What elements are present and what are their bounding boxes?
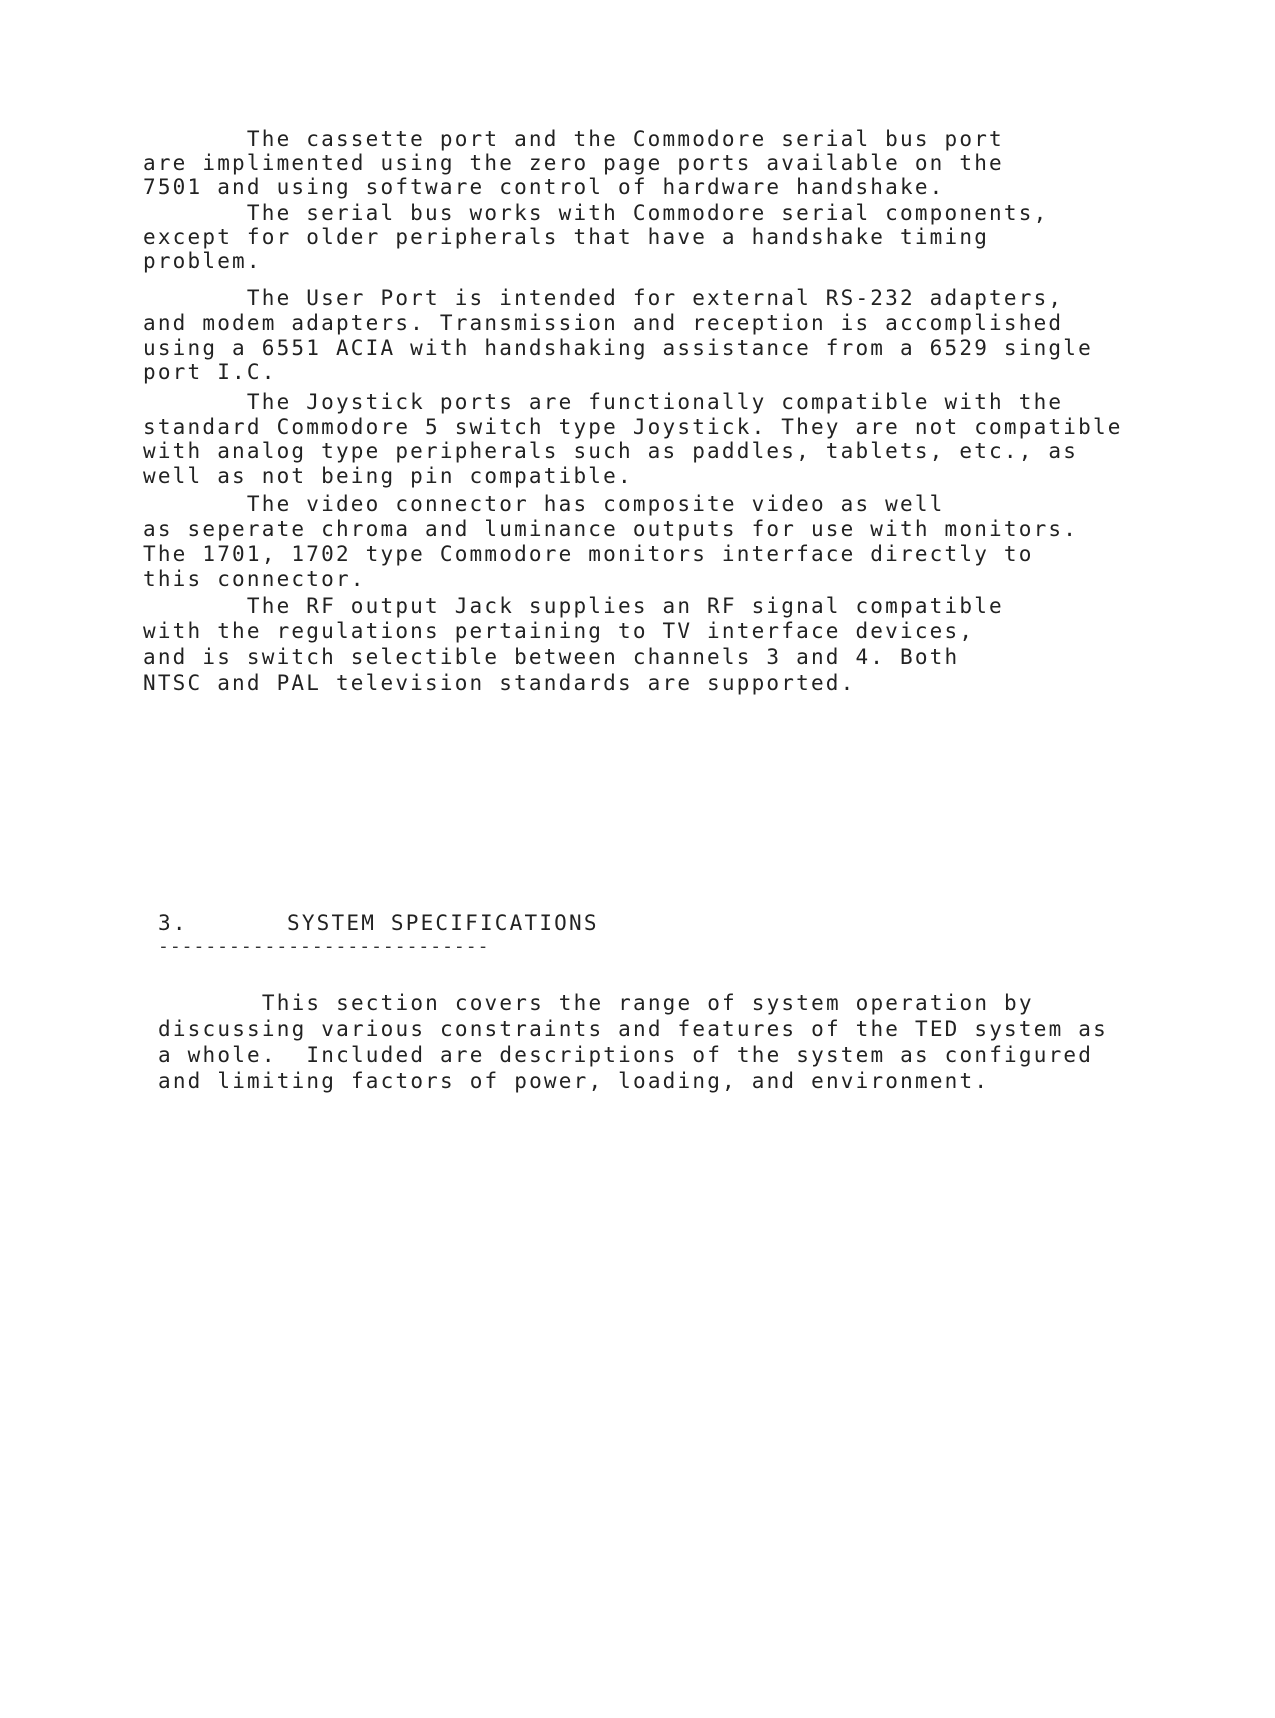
body-line: and modem adapters. Transmission and reception is accomplished bbox=[143, 311, 1064, 335]
body-line: The cassette port and the Commodore serial bus port bbox=[143, 127, 1004, 151]
body-line: NTSC and PAL television standards are supported. bbox=[143, 671, 856, 695]
body-line: using a 6551 ACIA with handshaking assistance from a 6529 single bbox=[143, 336, 1093, 360]
body-line: and is switch selectible between channels 3 and 4. Both bbox=[143, 645, 960, 669]
body-line: 7501 and using software control of hardware handshake. bbox=[143, 175, 945, 199]
body-line: as seperate chroma and luminance outputs for use with monitors. bbox=[143, 517, 1079, 541]
section-number: 3. bbox=[158, 911, 188, 935]
section-body-line: This section covers the range of system operation by bbox=[158, 991, 1034, 1015]
body-line: are implimented using the zero page ports available on the bbox=[143, 151, 1004, 175]
body-line: problem. bbox=[143, 249, 262, 273]
body-line: The serial bus works with Commodore serial components, bbox=[143, 201, 1049, 225]
body-line: The RF output Jack supplies an RF signal compatible bbox=[143, 594, 1004, 618]
section-body-line: a whole. Included are descriptions of the system as configured bbox=[158, 1043, 1094, 1067]
section-title: SYSTEM SPECIFICATIONS bbox=[287, 911, 599, 935]
body-line: The User Port is intended for external RS-232 adapters, bbox=[143, 286, 1064, 310]
body-line: with the regulations pertaining to TV interface devices, bbox=[143, 619, 975, 643]
body-line: except for older peripherals that have a handshake timing bbox=[143, 225, 990, 249]
body-line: standard Commodore 5 switch type Joystick. They are not compatible bbox=[143, 415, 1123, 439]
body-line: The Joystick ports are functionally compatible with the bbox=[143, 390, 1064, 414]
section-heading-rule: ---------------------------- bbox=[158, 936, 490, 957]
body-line: The video connector has composite video as well bbox=[143, 492, 945, 516]
body-line: port I.C. bbox=[143, 360, 277, 384]
body-line: with analog type peripherals such as paddles, tablets, etc., as bbox=[143, 439, 1079, 463]
body-line: well as not being pin compatible. bbox=[143, 464, 633, 488]
body-line: The 1701, 1702 type Commodore monitors interface directly to bbox=[143, 542, 1034, 566]
section-body-line: discussing various constraints and features of the TED system as bbox=[158, 1017, 1108, 1041]
section-body-line: and limiting factors of power, loading, and environment. bbox=[158, 1069, 990, 1093]
body-line: this connector. bbox=[143, 567, 366, 591]
